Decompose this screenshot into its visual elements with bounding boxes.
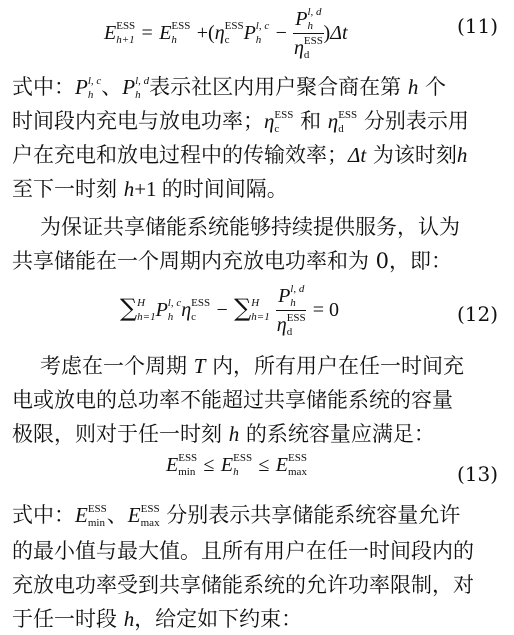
para3-line2: 电或放电的总功率不能超过共享储能系统的容量 — [12, 388, 453, 412]
para4-text-b: 于任一时段 — [12, 607, 117, 631]
eq11-e-symbol: E — [159, 22, 172, 44]
eq12-p-discharge-sup: l, d — [290, 283, 305, 295]
eq11-lhs-symbol: E — [104, 22, 117, 44]
eq12-minus: − — [216, 299, 228, 321]
para3-period-t: T — [193, 354, 206, 378]
para1-and: 和 — [300, 109, 322, 133]
eq11-p-discharge-sup: l, d — [307, 6, 322, 18]
para1-line3 — [12, 140, 508, 170]
para1-text-e: 户在充电和放电过程中的传输效率； — [12, 143, 348, 167]
equation-11 — [104, 6, 348, 61]
para2-line2: 共享储能在一个周期内充放电功率和为 0，即： — [12, 249, 453, 273]
eq13-le-1: ≤ — [203, 454, 215, 476]
eq11-e-sub: h — [171, 34, 177, 46]
eq12-eta-d-sup: ESS — [286, 312, 306, 324]
eq11-p-discharge-sub: h — [307, 20, 313, 32]
para4-separator: 、 — [106, 503, 128, 527]
eq12-sum-2: ∑ — [234, 294, 252, 322]
para4-line1: 式中：E ESS min 、E ESS max 分别表示共享储能系统容量允许 — [12, 503, 461, 529]
para3-h: h — [228, 422, 240, 446]
para3-text-b: 内，所有用户在任一时间充 — [212, 354, 465, 378]
para1-text-f: 为该时刻 — [372, 143, 457, 167]
eq12-eta-c-sup: ESS — [191, 297, 211, 309]
para1-h3: h — [123, 177, 135, 201]
eq12-equals-zero: = 0 — [312, 299, 339, 321]
para1-p-discharge-sup: l, d — [135, 75, 150, 87]
para4-line4 — [12, 604, 508, 634]
eq11-delta-t: Δt — [330, 22, 348, 44]
para1-h2: h — [456, 143, 468, 167]
eq11-e-sup: ESS — [171, 20, 191, 32]
para3-text-c: 极限，则对于任一时刻 — [12, 422, 222, 446]
eq12-eta-d-sub: d — [286, 326, 293, 338]
para4-text-c: ，给定如下约束： — [134, 607, 303, 631]
eq11-fraction — [293, 6, 323, 61]
para1-eta-d-sub: d — [338, 123, 344, 135]
eq11-p-charge: P — [243, 22, 256, 44]
eq11-p-discharge: P — [295, 8, 308, 30]
para4-prefix: 式中： — [12, 503, 75, 527]
para3-line3 — [12, 419, 508, 449]
eq13-e-min-sup: ESS — [178, 452, 198, 464]
equation-13 — [166, 452, 307, 478]
eq11-lhs-sup: ESS — [116, 20, 136, 32]
para1-line2: 时间段内充电与放电功率；η ESS c 和 η ESS d 分别表示用 — [12, 109, 469, 135]
para3-text-a: 考虑在一个周期 — [40, 354, 187, 378]
eq11-p-charge-sub: h — [255, 34, 262, 46]
eq11-eta-d-sub: d — [303, 49, 310, 61]
para1-p-discharge-sub: h — [135, 89, 141, 101]
eq13-e-h: E — [220, 454, 234, 476]
para1-text-g: 至下一时刻 — [12, 177, 117, 201]
para1-eta-c-sup: ESS — [274, 109, 294, 121]
eq12-p-discharge-sub: h — [290, 297, 296, 309]
para4-e-min-sub: min — [87, 517, 105, 529]
eq11-eta-d-sup: ESS — [303, 35, 323, 47]
equation-number-13: (13) — [456, 462, 498, 486]
equation-number-12: (12) — [456, 302, 498, 326]
eq11-eta-c-sup: ESS — [224, 20, 244, 32]
para1-text-h: +1 的时间间隔。 — [134, 177, 288, 201]
eq12-sum2-upper: H — [251, 297, 260, 309]
eq11-eta-d: η — [293, 37, 304, 59]
eq11-plus: + — [196, 22, 209, 44]
eq11-eta-c: η — [214, 22, 225, 44]
eq12-sum1-upper: H — [137, 297, 146, 309]
para1-delta-t: Δt — [348, 143, 367, 167]
eq11-equals: = — [141, 22, 153, 44]
eq11-rparen: ) — [323, 22, 331, 44]
para4-line2: 的最小值与最大值。且所有用户在任一时间段内的 — [12, 539, 474, 563]
equation-number-11: (11) — [456, 14, 498, 38]
para1-text-c: 时间段内充电与放电功率； — [12, 109, 264, 133]
eq13-e-h-sup: ESS — [233, 452, 253, 464]
para1-line1: 式中：P l, c h 、P l, d h 表示社区内用户聚合商在第 h 个 — [12, 75, 447, 101]
para1-separator: 、 — [101, 75, 123, 99]
eq13-e-min: E — [166, 454, 179, 476]
eq13-le-2: ≤ — [258, 454, 270, 476]
para1-line4 — [12, 174, 508, 204]
eq12-fraction: P l, d h η ESS d — [276, 283, 306, 338]
para1-p-charge-sup: l, c — [87, 75, 102, 87]
eq13-e-max-sub: max — [288, 466, 307, 478]
eq13-e-max: E — [275, 454, 288, 476]
para4-e-max-sub: max — [140, 517, 160, 529]
para2-line1: 为保证共享储能系统能够持续提供服务，认为 — [40, 215, 460, 239]
eq13-e-min-sub: min — [178, 466, 196, 478]
eq13-e-max-sup: ESS — [288, 452, 307, 464]
para1-eta-c-sub: c — [274, 123, 280, 135]
para1-text-a: 表示社区内用户聚合商在第 — [149, 75, 402, 99]
para1-text-d: 分别表示用 — [363, 109, 469, 133]
equation-12: ∑ H h=1 P l, c h η ESS c − ∑ H h=1 P l, d h η ESS d = 0 — [120, 283, 339, 338]
eq11-p-charge-sup: l, c — [255, 20, 270, 32]
para3-text-d: 的系统容量应满足： — [245, 422, 435, 446]
eq11-minus: − — [275, 22, 287, 44]
para1-p-charge-sub: h — [87, 89, 94, 101]
eq12-p-charge-sub: h — [167, 311, 174, 323]
para1-prefix: 式中： — [12, 75, 75, 99]
para4-h: h — [123, 607, 135, 631]
eq12-sum-1: ∑ — [120, 294, 138, 322]
para1-text-b: 个 — [425, 75, 447, 99]
eq11-eta-c-sub: c — [224, 34, 230, 46]
para4-e-max-sup: ESS — [140, 503, 160, 515]
eq12-sum2-lower: h=1 — [251, 311, 270, 323]
eq11-lparen: ( — [208, 22, 215, 44]
para3-line1 — [40, 351, 508, 381]
eq11-lhs-sub: h+1 — [116, 34, 135, 46]
eq12-p-charge-sup: l, c — [167, 297, 182, 309]
eq12-eta-c-sub: c — [191, 311, 197, 323]
para4-line3: 充放电功率受到共享储能系统的允许功率限制，对 — [12, 573, 474, 597]
para1-h: h — [407, 75, 419, 99]
para1-eta-d-sup: ESS — [338, 109, 358, 121]
eq13-e-h-sub: h — [233, 466, 239, 478]
para4-e-min-sup: ESS — [87, 503, 107, 515]
para4-text-a: 分别表示共享储能系统容量允许 — [166, 503, 461, 527]
eq12-sum1-lower: h=1 — [137, 311, 156, 323]
